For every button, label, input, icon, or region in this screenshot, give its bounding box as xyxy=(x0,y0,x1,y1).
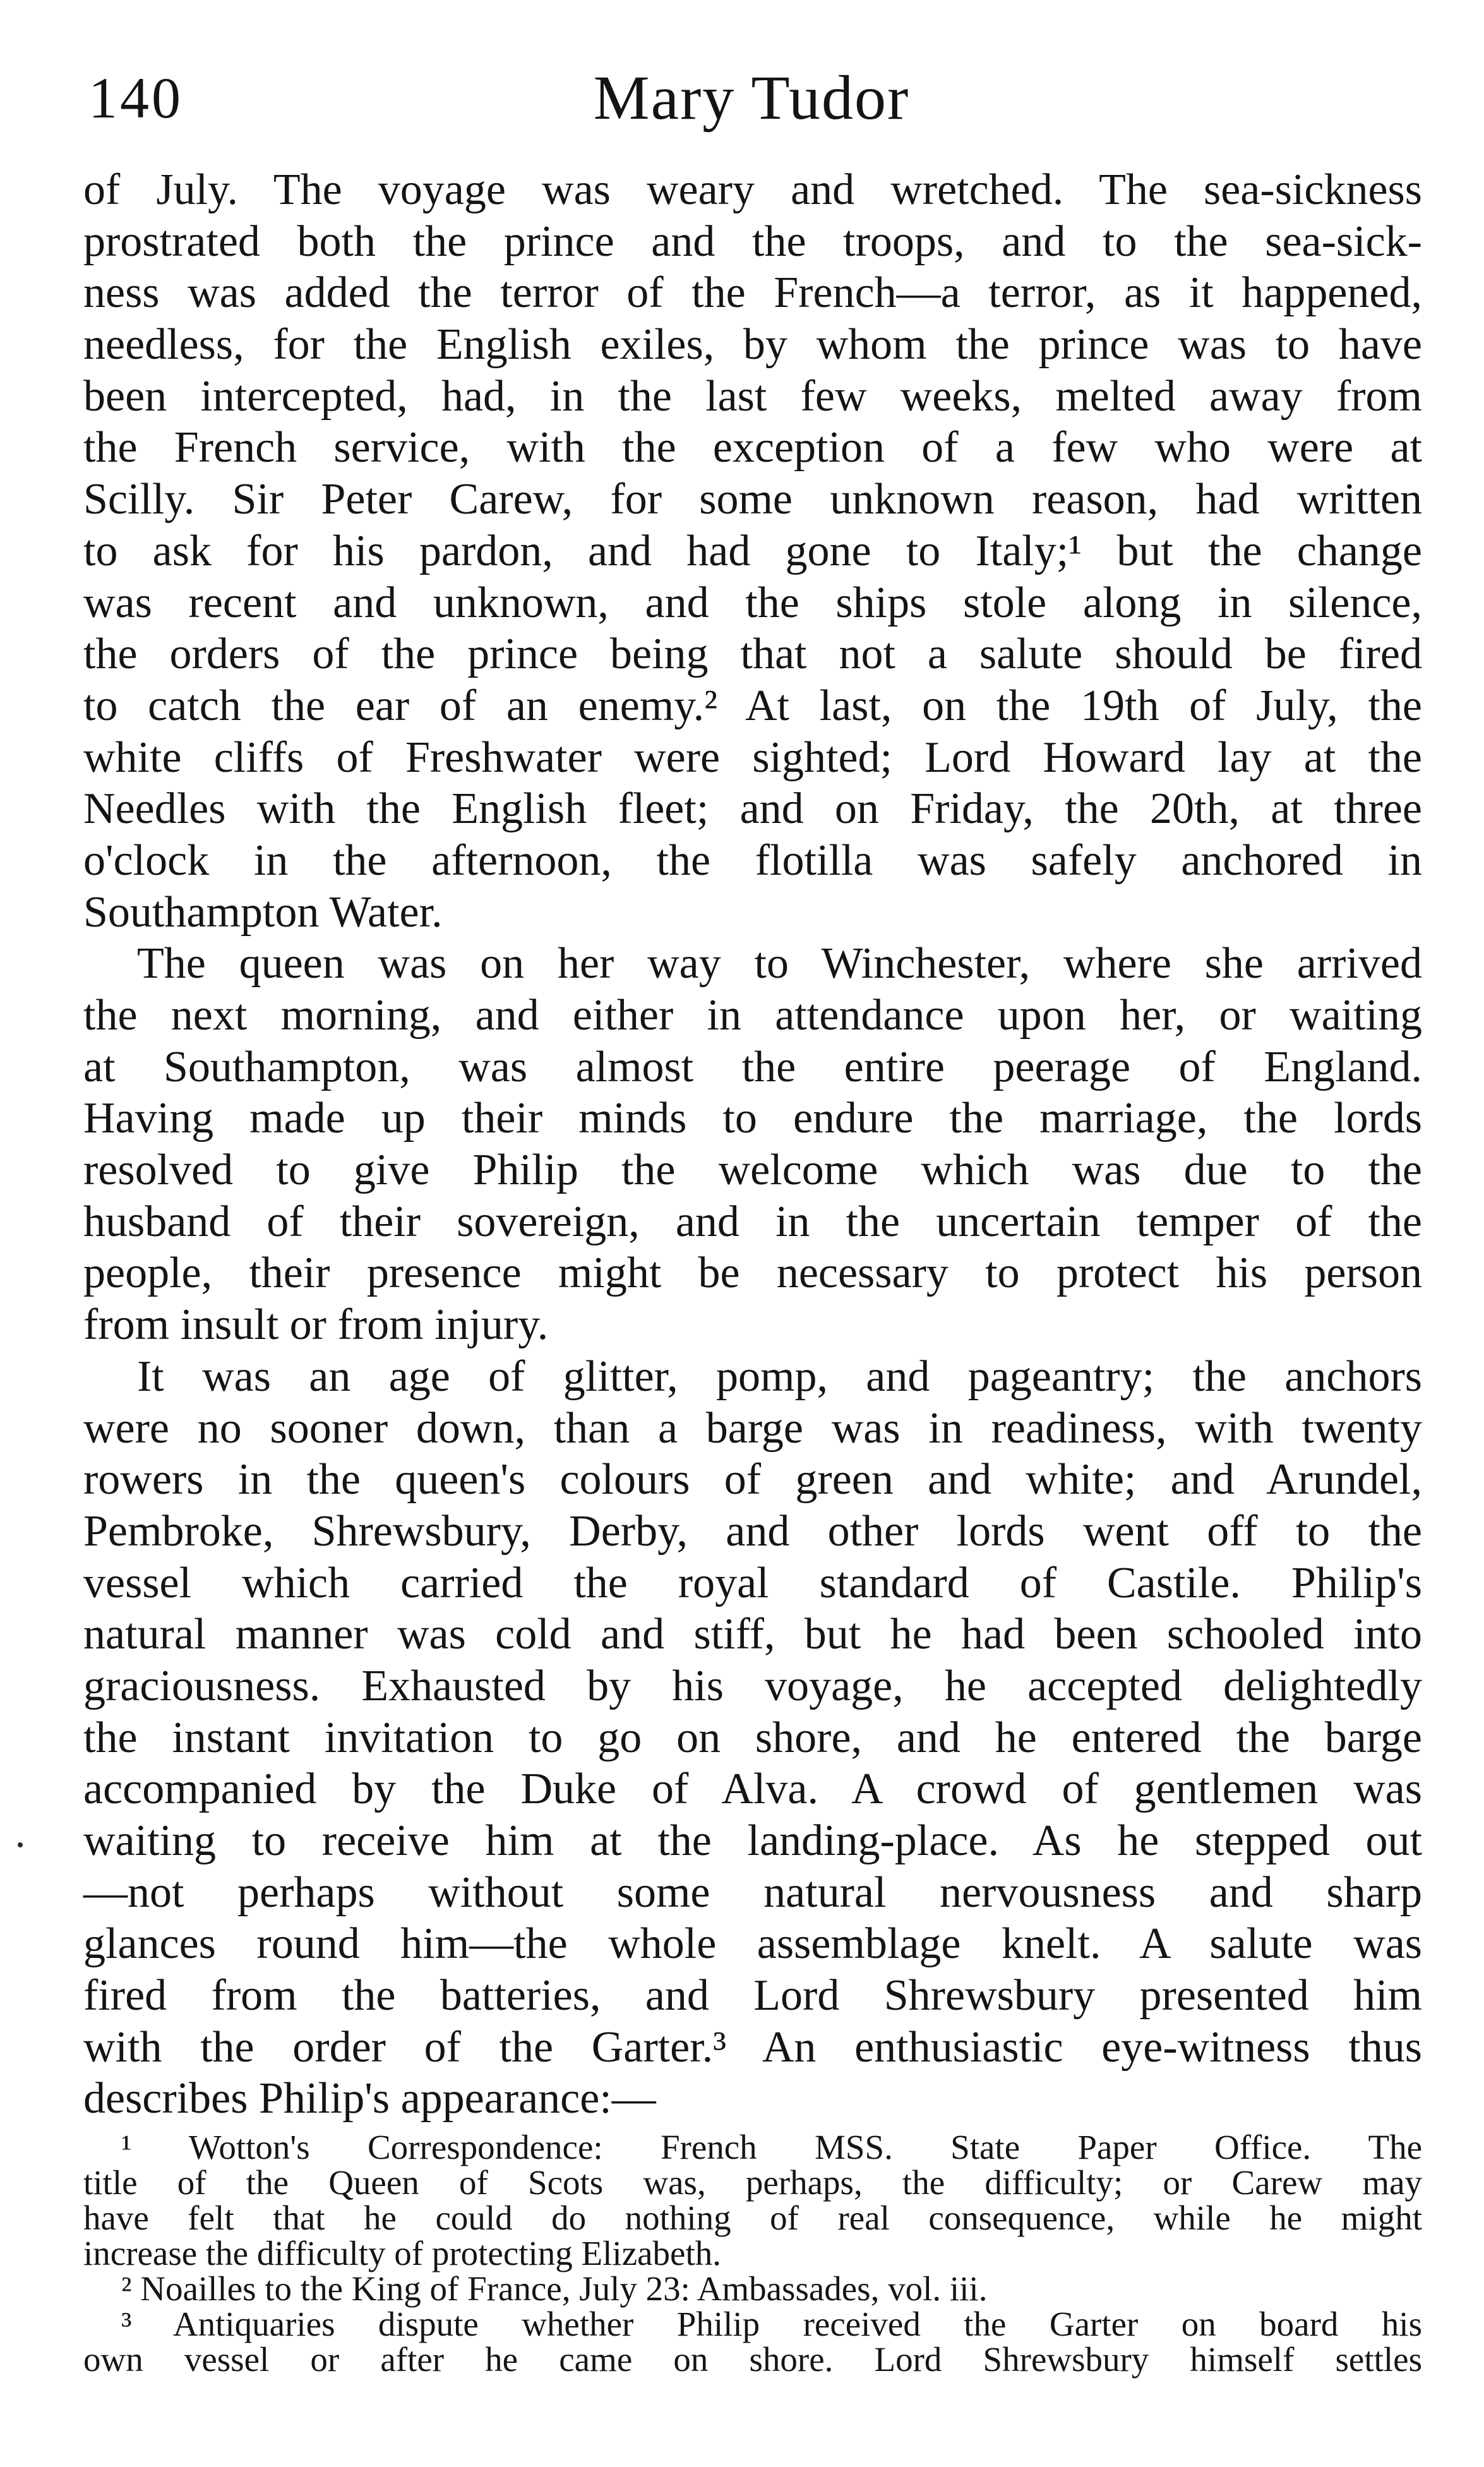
body-line: Having made up their minds to endure the marriage, the lords xyxy=(83,1094,1422,1143)
page-number: 140 xyxy=(88,66,183,130)
body-line: fired from the batteries, and Lord Shrewsbury presented him xyxy=(83,1971,1422,2020)
footnote-line: title of the Queen of Scots was, perhaps, the difficulty; or Carew may xyxy=(83,2163,1422,2202)
body-line: were no sooner down, than a barge was in readiness, with twenty xyxy=(83,1403,1422,1453)
page-header xyxy=(88,60,1415,136)
body-line: to ask for his pardon, and had gone to Italy;¹ but the change xyxy=(83,526,1422,575)
footnote-line: ¹ Wotton's Correspondence: French MSS. State Paper Office. The xyxy=(121,2128,1422,2166)
body-line: ness was added the terror of the French—a terror, as it happened, xyxy=(83,268,1422,318)
body-line: the orders of the prince being that not a salute should be fired xyxy=(83,630,1422,679)
footnotes xyxy=(83,2130,1422,2377)
footnote-line: own vessel or after he came on shore. Lord Shrewsbury himself settles xyxy=(83,2340,1422,2379)
body-line: the French service, with the exception of a few who were at xyxy=(83,423,1422,472)
body-line: needless, for the English exiles, by whom the prince was to have xyxy=(83,320,1422,369)
footnote-line: ² Noailles to the King of France, July 23: Ambassades, vol. iii. xyxy=(121,2269,988,2308)
body-line: Pembroke, Shrewsbury, Derby, and other lords went off to the xyxy=(83,1506,1422,1556)
body-line: —not perhaps without some natural nervousness and sharp xyxy=(83,1868,1422,1917)
body-line: at Southampton, was almost the entire peerage of England. xyxy=(83,1042,1422,1091)
body-line: graciousness. Exhausted by his voyage, he accepted delightedly xyxy=(83,1661,1422,1710)
body-line: of July. The voyage was weary and wretched. The sea-sickness xyxy=(83,165,1422,214)
body-line: to catch the ear of an enemy.² At last, on the 19th of July, the xyxy=(83,681,1422,730)
body-line: o'clock in the afternoon, the flotilla was safely anchored in xyxy=(83,836,1422,885)
body-line: rowers in the queen's colours of green and white; and Arundel, xyxy=(83,1455,1422,1504)
footnote-line: increase the difficulty of protecting Elizabeth. xyxy=(83,2234,721,2272)
body-line: accompanied by the Duke of Alva. A crowd of gentlemen was xyxy=(83,1765,1422,1814)
body-line: natural manner was cold and stiff, but he had been schooled into xyxy=(83,1610,1422,1659)
body-line: glances round him—the whole assemblage knelt. A salute was xyxy=(83,1919,1422,1969)
body-line: Needles with the English fleet; and on Friday, the 20th, at three xyxy=(83,784,1422,834)
body-line: It was an age of glitter, pomp, and pageantry; the anchors xyxy=(137,1352,1422,1401)
footnote-line: ³ Antiquaries dispute whether Philip received the Garter on board his xyxy=(121,2305,1422,2343)
body-line: with the order of the Garter.³ An enthusiastic eye-witness thus xyxy=(83,2022,1422,2072)
body-line: waiting to receive him at the landing-place. As he stepped out xyxy=(83,1816,1422,1865)
body-text xyxy=(83,164,1422,2125)
body-line: Southampton Water. xyxy=(83,887,443,937)
footnote-line: have felt that he could do nothing of real consequence, while he might xyxy=(83,2199,1422,2237)
body-line: vessel which carried the royal standard of Castile. Philip's xyxy=(83,1558,1422,1607)
body-line: husband of their sovereign, and in the uncertain temper of the xyxy=(83,1197,1422,1246)
body-line: the instant invitation to go on shore, and he entered the barge xyxy=(83,1713,1422,1762)
body-line: prostrated both the prince and the troops, and to the sea-sick- xyxy=(83,217,1422,266)
body-line: was recent and unknown, and the ships stole along in silence, xyxy=(83,578,1422,627)
body-line: been intercepted, had, in the last few weeks, melted away from xyxy=(83,371,1422,421)
body-line: The queen was on her way to Winchester, where she arrived xyxy=(137,939,1422,988)
margin-dot xyxy=(18,1842,23,1847)
body-line: from insult or from injury. xyxy=(83,1300,549,1350)
body-line: resolved to give Philip the welcome which was due to the xyxy=(83,1146,1422,1195)
body-line: Scilly. Sir Peter Carew, for some unknown reason, had written xyxy=(83,475,1422,524)
body-line: the next morning, and either in attendance upon her, or waiting xyxy=(83,991,1422,1040)
body-line: people, their presence might be necessary to protect his person xyxy=(83,1249,1422,1298)
body-line: white cliffs of Freshwater were sighted; Lord Howard lay at the xyxy=(83,733,1422,782)
body-line: describes Philip's appearance:— xyxy=(83,2074,656,2123)
running-title: Mary Tudor xyxy=(593,63,910,133)
